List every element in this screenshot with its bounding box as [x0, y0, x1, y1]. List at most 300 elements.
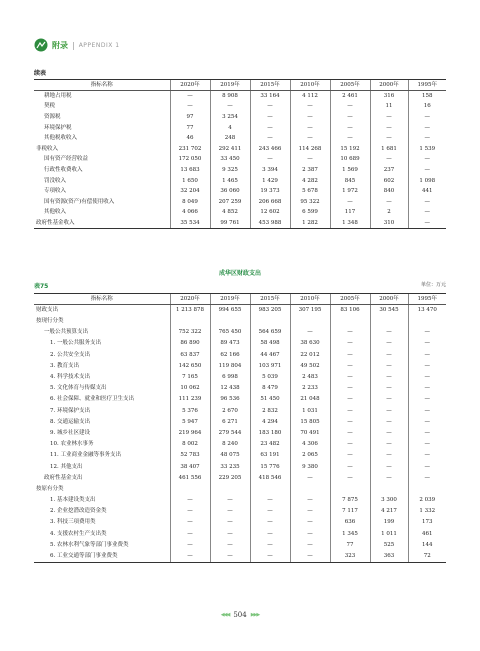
cell-value: 1 569 — [330, 165, 370, 176]
cell-value — [290, 316, 330, 327]
cell-value: 58 498 — [250, 338, 290, 349]
cell-value: — — [250, 112, 290, 123]
cell-value: 453 988 — [250, 218, 290, 229]
cell-value: 5 678 — [290, 186, 330, 197]
cell-value: — — [170, 101, 210, 112]
cell-value: — — [408, 428, 446, 439]
cell-value: 15 192 — [330, 143, 370, 154]
cell-value — [408, 316, 446, 327]
column-header-year: 1995年 — [408, 294, 446, 305]
cell-value: 237 — [370, 165, 408, 176]
cell-value: 8 479 — [250, 383, 290, 394]
cell-value: — — [210, 540, 250, 551]
cell-value: — — [330, 473, 370, 484]
footer-deco-right: ▶▶▶ — [250, 612, 260, 618]
cell-value: — — [330, 338, 370, 349]
cell-value: 3 394 — [250, 165, 290, 176]
cell-value: — — [408, 112, 446, 123]
row-label: 9. 城乡社区建设 — [50, 429, 90, 436]
cell-value: 63 837 — [170, 350, 210, 361]
cell-value: 4 294 — [250, 417, 290, 428]
section-title: 成华区财政支出 — [218, 270, 261, 277]
cell-value: 564 659 — [250, 327, 290, 338]
cell-value: 840 — [370, 186, 408, 197]
table-row — [34, 165, 446, 176]
table-row — [34, 529, 446, 540]
row-label: 环境保护税 — [44, 124, 72, 131]
cell-value: 70 491 — [290, 428, 330, 439]
cell-value: — — [210, 517, 250, 528]
cell-value: 33 450 — [210, 154, 250, 165]
cell-value: — — [408, 450, 446, 461]
cell-value: 6 998 — [210, 372, 250, 383]
cell-value: 1 098 — [408, 175, 446, 186]
cell-value: 12 438 — [210, 383, 250, 394]
cell-value: 1 681 — [370, 143, 408, 154]
cell-value: 229 205 — [210, 473, 250, 484]
row-label: 其他收入 — [44, 209, 67, 216]
cell-value: 1 972 — [330, 186, 370, 197]
cell-value: — — [250, 517, 290, 528]
cell-value: 1 282 — [290, 218, 330, 229]
cell-value: 12 602 — [250, 207, 290, 218]
cell-value: — — [330, 101, 370, 112]
row-label: 8. 交通运输支出 — [50, 418, 90, 425]
table-row — [34, 383, 446, 394]
column-header-year: 2000年 — [370, 294, 408, 305]
cell-value: 89 473 — [210, 338, 250, 349]
revenue-table-continued — [34, 79, 446, 229]
row-label: 按原有分类 — [36, 485, 64, 492]
column-header-year: 2005年 — [330, 80, 370, 91]
cell-value: — — [370, 133, 408, 144]
table-row — [34, 143, 446, 154]
cell-value: 7 117 — [330, 506, 370, 517]
cell-value: 44 467 — [250, 350, 290, 361]
cell-value: — — [408, 338, 446, 349]
cell-value — [330, 484, 370, 495]
table-row — [34, 316, 446, 327]
cell-value: 279 544 — [210, 428, 250, 439]
cell-value: — — [330, 406, 370, 417]
row-label: 国有资产经营收益 — [44, 156, 89, 163]
cell-value — [170, 484, 210, 495]
cell-value: — — [408, 154, 446, 165]
cell-value: — — [170, 529, 210, 540]
cell-value: — — [170, 495, 210, 506]
cell-value: 38 630 — [290, 338, 330, 349]
cell-value — [370, 484, 408, 495]
table-row — [34, 207, 446, 218]
cell-value: — — [370, 350, 408, 361]
row-label: 罚没收入 — [44, 177, 67, 184]
cell-value: — — [370, 406, 408, 417]
cell-value: — — [330, 450, 370, 461]
cell-value: — — [370, 383, 408, 394]
cell-value: — — [370, 450, 408, 461]
row-label: 耕地占用税 — [44, 93, 72, 100]
row-label: 国有资源(资产)有偿使用收入 — [44, 198, 115, 205]
cell-value: — — [290, 122, 330, 133]
table-row — [34, 551, 446, 563]
cell-value: — — [408, 133, 446, 144]
cell-value: 2 039 — [408, 495, 446, 506]
cell-value: — — [250, 540, 290, 551]
column-header-year: 2010年 — [290, 294, 330, 305]
column-header-name: 指标名称 — [34, 294, 170, 305]
cell-value: — — [250, 529, 290, 540]
cell-value: 994 655 — [210, 305, 250, 317]
cell-value: — — [290, 517, 330, 528]
cell-value: 2 832 — [250, 406, 290, 417]
row-label: 财政支出 — [36, 307, 59, 313]
table-row — [34, 154, 446, 165]
cell-value: 183 180 — [250, 428, 290, 439]
cell-value: 173 — [408, 517, 446, 528]
row-label: 行政性收费收入 — [44, 166, 83, 173]
cell-value: 2 065 — [290, 450, 330, 461]
column-header-year: 2010年 — [290, 80, 330, 91]
cell-value: — — [330, 361, 370, 372]
cell-value: 103 971 — [250, 361, 290, 372]
cell-value: — — [290, 551, 330, 563]
table-row — [34, 461, 446, 472]
cell-value: 307 195 — [290, 305, 330, 317]
cell-value: — — [330, 350, 370, 361]
cell-value: — — [250, 506, 290, 517]
cell-value: — — [330, 122, 370, 133]
cell-value: — — [370, 461, 408, 472]
cell-value: 49 502 — [290, 361, 330, 372]
cell-value: 219 964 — [170, 428, 210, 439]
cell-value: 418 546 — [250, 473, 290, 484]
cell-value: — — [408, 439, 446, 450]
cell-value — [250, 484, 290, 495]
table-row — [34, 175, 446, 186]
cell-value: 16 — [408, 101, 446, 112]
cell-value: — — [370, 361, 408, 372]
cell-value: 292 411 — [210, 143, 250, 154]
row-label: 按现行分类 — [36, 318, 64, 325]
page-footer — [0, 611, 480, 619]
cell-value — [170, 316, 210, 327]
cell-value: 32 204 — [170, 186, 210, 197]
cell-value: 33 164 — [250, 91, 290, 102]
cell-value: — — [330, 372, 370, 383]
table-row — [34, 112, 446, 123]
cell-value: — — [170, 506, 210, 517]
cell-value — [330, 316, 370, 327]
cell-value: 4 217 — [370, 506, 408, 517]
cell-value: 4 852 — [210, 207, 250, 218]
cell-value: — — [370, 428, 408, 439]
cell-value: — — [210, 506, 250, 517]
column-header-year: 2000年 — [370, 80, 408, 91]
cell-value: — — [290, 133, 330, 144]
table-row — [34, 394, 446, 405]
cell-value: 144 — [408, 540, 446, 551]
cell-value: 10 062 — [170, 383, 210, 394]
cell-value: 99 761 — [210, 218, 250, 229]
cell-value: 72 — [408, 551, 446, 563]
cell-value: 525 — [370, 540, 408, 551]
unit-label: 单位：万元 — [420, 282, 446, 288]
cell-value: — — [408, 417, 446, 428]
cell-value: — — [170, 540, 210, 551]
column-header-year: 2015年 — [250, 80, 290, 91]
cell-value: 1 539 — [408, 143, 446, 154]
cell-value: 1 650 — [170, 175, 210, 186]
cell-value: 983 205 — [250, 305, 290, 317]
cell-value: — — [290, 473, 330, 484]
cell-value: 158 — [408, 91, 446, 102]
cell-value: — — [290, 540, 330, 551]
cell-value — [210, 484, 250, 495]
row-label: 4. 科学技术支出 — [50, 374, 90, 381]
column-header-year: 1995年 — [408, 80, 446, 91]
table-number: 表75 — [34, 283, 49, 290]
table-row — [34, 495, 446, 506]
table-row — [34, 417, 446, 428]
cell-value: — — [408, 327, 446, 338]
row-label: 3. 教育支出 — [50, 362, 79, 369]
cell-value: 9 380 — [290, 461, 330, 472]
column-header-year: 2020年 — [170, 80, 210, 91]
cell-value: — — [408, 165, 446, 176]
cell-value: 636 — [330, 517, 370, 528]
cell-value: 4 — [210, 122, 250, 133]
cell-value: 30 545 — [370, 305, 408, 317]
cell-value: 2 483 — [290, 372, 330, 383]
expenditure-table — [34, 293, 446, 563]
cell-value: — — [250, 495, 290, 506]
cell-value: 97 — [170, 112, 210, 123]
cell-value: 1 011 — [370, 529, 408, 540]
cell-value: 1 345 — [330, 529, 370, 540]
table-row — [34, 450, 446, 461]
cell-value: — — [408, 383, 446, 394]
row-label: 11. 工业商业金融等事务支出 — [50, 452, 121, 459]
cell-value: — — [250, 122, 290, 133]
table-row — [34, 484, 446, 495]
table-row — [34, 122, 446, 133]
cell-value: — — [250, 101, 290, 112]
cell-value: — — [408, 406, 446, 417]
cell-value: 441 — [408, 186, 446, 197]
row-label: 专项收入 — [44, 188, 67, 195]
cell-value: — — [408, 394, 446, 405]
cell-value: 1 213 878 — [170, 305, 210, 317]
cell-value: 117 — [330, 207, 370, 218]
cell-value: — — [330, 428, 370, 439]
cell-value: 52 783 — [170, 450, 210, 461]
table-row — [34, 101, 446, 112]
cell-value: 3 254 — [210, 112, 250, 123]
cell-value: 7 875 — [330, 495, 370, 506]
table-row — [34, 350, 446, 361]
cell-value: — — [408, 196, 446, 207]
cell-value: 114 268 — [290, 143, 330, 154]
cell-value: 323 — [330, 551, 370, 563]
cell-value: — — [370, 196, 408, 207]
row-label: 3. 科技三项费用类 — [50, 519, 96, 526]
cell-value: — — [330, 417, 370, 428]
cell-value: 95 322 — [290, 196, 330, 207]
cell-value: — — [408, 361, 446, 372]
cell-value: 845 — [330, 175, 370, 186]
cell-value: — — [330, 112, 370, 123]
cell-value: — — [290, 101, 330, 112]
header-subtitle: APPENDIX 1 — [78, 41, 120, 49]
cell-value: 5 947 — [170, 417, 210, 428]
cell-value: — — [370, 473, 408, 484]
cell-value: 461 556 — [170, 473, 210, 484]
table-row — [34, 196, 446, 207]
row-label: 1. 基本建设类支出 — [50, 497, 96, 504]
cell-value: 8 908 — [210, 91, 250, 102]
cell-value: — — [250, 551, 290, 563]
row-label: 5. 农林水利气象等部门事业费类 — [50, 541, 129, 548]
cell-value: 63 191 — [250, 450, 290, 461]
cell-value: — — [370, 154, 408, 165]
cell-value: 36 060 — [210, 186, 250, 197]
header-section: 附录 — [52, 40, 68, 50]
cell-value: 22 012 — [290, 350, 330, 361]
cell-value: — — [408, 218, 446, 229]
table-row — [34, 361, 446, 372]
table-row — [34, 506, 446, 517]
cell-value: 77 — [330, 540, 370, 551]
row-label: 2. 公共安全支出 — [50, 351, 90, 358]
cell-value: — — [250, 154, 290, 165]
cell-value — [370, 316, 408, 327]
table-row — [34, 428, 446, 439]
cell-value: 5 039 — [250, 372, 290, 383]
cell-value: 602 — [370, 175, 408, 186]
cell-value — [290, 484, 330, 495]
cell-value: 86 890 — [170, 338, 210, 349]
cell-value: — — [408, 350, 446, 361]
page-header — [34, 38, 120, 52]
cell-value: — — [290, 327, 330, 338]
cell-value: 10 689 — [330, 154, 370, 165]
table-row — [34, 133, 446, 144]
cell-value: 4 112 — [290, 91, 330, 102]
cell-value: 1 031 — [290, 406, 330, 417]
cell-value: 1 332 — [408, 506, 446, 517]
cell-value: — — [370, 439, 408, 450]
table-row — [34, 338, 446, 349]
cell-value: 9 325 — [210, 165, 250, 176]
table-row — [34, 218, 446, 229]
cell-value: 7 165 — [170, 372, 210, 383]
row-label: 1. 一般公共服务支出 — [50, 340, 101, 347]
cell-value: — — [330, 394, 370, 405]
cell-value: — — [370, 417, 408, 428]
cell-value: — — [210, 101, 250, 112]
cell-value: 48 075 — [210, 450, 250, 461]
row-label: 6. 社会保障、就业和医疗卫生支出 — [50, 396, 134, 403]
cell-value: 461 — [408, 529, 446, 540]
footer-deco-left: ◀◀◀ — [220, 612, 230, 618]
cell-value: 13 683 — [170, 165, 210, 176]
cell-value: — — [170, 517, 210, 528]
table-row — [34, 372, 446, 383]
cell-value: 1 429 — [250, 175, 290, 186]
row-label: 2. 企业挖潜改造资金类 — [50, 508, 107, 515]
table-header-row — [34, 294, 446, 305]
table-row — [34, 305, 446, 317]
cell-value — [408, 484, 446, 495]
cell-value: 119 804 — [210, 361, 250, 372]
cell-value: — — [170, 91, 210, 102]
row-label: 资源税 — [44, 113, 61, 120]
cell-value: 8 240 — [210, 439, 250, 450]
cell-value: 2 461 — [330, 91, 370, 102]
cell-value: 4 066 — [170, 207, 210, 218]
cell-value: 2 670 — [210, 406, 250, 417]
row-label: 政府性基金支出 — [44, 474, 83, 481]
cell-value: — — [370, 394, 408, 405]
table-row — [34, 186, 446, 197]
row-label: 6. 工业交通等部门事业费类 — [34, 551, 170, 563]
table-row — [34, 439, 446, 450]
cell-value: — — [330, 196, 370, 207]
cell-value: — — [408, 122, 446, 133]
row-label: 政府性基金收入 — [34, 218, 170, 229]
header-divider: | — [72, 40, 75, 50]
cell-value: 3 300 — [370, 495, 408, 506]
row-label: 非税收入 — [36, 145, 59, 152]
cell-value: 77 — [170, 122, 210, 133]
table-row — [34, 473, 446, 484]
cell-value: 2 233 — [290, 383, 330, 394]
continued-label: 续表 — [34, 70, 47, 77]
cell-value: 752 322 — [170, 327, 210, 338]
cell-value: 8 049 — [170, 196, 210, 207]
cell-value — [250, 316, 290, 327]
cell-value: 206 668 — [250, 196, 290, 207]
cell-value: — — [170, 551, 210, 563]
cell-value: 19 373 — [250, 186, 290, 197]
cell-value: — — [330, 327, 370, 338]
cell-value: 111 239 — [170, 394, 210, 405]
cell-value: 2 387 — [290, 165, 330, 176]
cell-value: 316 — [370, 91, 408, 102]
cell-value: — — [330, 383, 370, 394]
column-header-name: 指标名称 — [34, 80, 170, 91]
cell-value: 1 348 — [330, 218, 370, 229]
page-number: 504 — [233, 611, 247, 619]
column-header-year: 2005年 — [330, 294, 370, 305]
cell-value: 1 465 — [210, 175, 250, 186]
row-label: 7. 环境保护支出 — [50, 407, 90, 414]
cell-value: — — [290, 495, 330, 506]
row-label: 5. 文化体育与传媒支出 — [50, 385, 107, 392]
cell-value: 207 259 — [210, 196, 250, 207]
cell-value: 765 450 — [210, 327, 250, 338]
table-row — [34, 517, 446, 528]
cell-value: 38 407 — [170, 461, 210, 472]
cell-value: — — [290, 529, 330, 540]
cell-value: — — [408, 461, 446, 472]
cell-value: 33 235 — [210, 461, 250, 472]
column-header-year: 2015年 — [250, 294, 290, 305]
cell-value: 142 650 — [170, 361, 210, 372]
cell-value: 15 776 — [250, 461, 290, 472]
cell-value: — — [408, 372, 446, 383]
cell-value: 243 466 — [250, 143, 290, 154]
